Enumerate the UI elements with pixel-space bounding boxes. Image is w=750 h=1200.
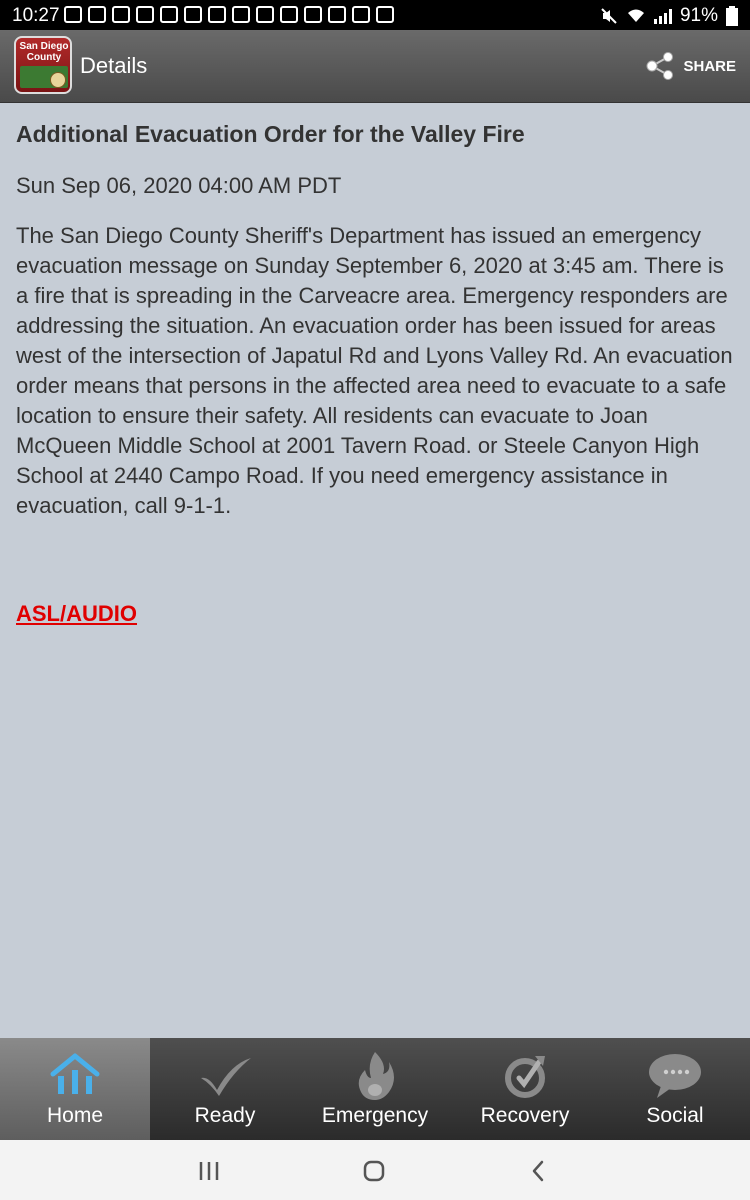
mute-icon [600, 7, 618, 25]
news-notification-icon [256, 6, 274, 23]
tab-ready[interactable] [150, 1038, 300, 1140]
wifi-icon [626, 8, 646, 24]
instagram-notification-icon [88, 6, 106, 23]
instagram-notification-icon [112, 6, 130, 23]
status-bar [0, 0, 750, 30]
logo-text: San Diego County [19, 41, 69, 63]
checkmark-icon [195, 1050, 255, 1100]
instagram-notification-icon [160, 6, 178, 23]
tab-social[interactable] [600, 1038, 750, 1140]
linkedin-notification-icon [64, 6, 82, 23]
share-button[interactable] [645, 48, 736, 84]
tab-label: Ready [194, 1104, 256, 1127]
article-body: The San Diego County Sheriff's Department has issued an emergency evacuation message on Sunday September 6, 2020 at 3:45 am. There is a fire that is spreading in the Carveacre area. Emergency responders are addressing the situation. An evacuation order has been issued for areas west of the intersection of Japatul Rd and Lyons Valley Rd. An evacuation order means that persons in the affected area need to evacuate to a safe location to ensure their safety. All residents can evacuate to Joan McQueen Middle School at 2001 Tavern Road. or Steele Canyon High School at 2440 Campo Road. If you need emergency assistance in evacuation, call 9-1-1. [16, 223, 733, 518]
email-notification-icon [352, 6, 370, 23]
signal-icon [654, 8, 672, 24]
news-notification-icon [208, 6, 226, 23]
twitter-notification-icon [304, 6, 322, 23]
email-notification-icon [328, 6, 346, 23]
news-notification-icon [232, 6, 250, 23]
share-label: SHARE [683, 57, 736, 75]
tab-home[interactable] [0, 1038, 150, 1140]
shopping-notification-icon [376, 6, 394, 23]
status-time: 10:27 [12, 5, 60, 26]
tab-label: Home [46, 1104, 104, 1127]
san-diego-county-logo[interactable] [14, 36, 72, 94]
image-notification-icon [280, 6, 298, 23]
home-icon [45, 1050, 105, 1100]
page-title: Details [80, 53, 148, 78]
back-icon[interactable] [522, 1154, 556, 1188]
article-title: Additional Evacuation Order for the Valley Fire [16, 121, 525, 147]
flame-icon [345, 1050, 405, 1100]
battery-level: 91% [679, 5, 718, 26]
system-status [600, 5, 738, 27]
tab-label: Social [646, 1104, 704, 1127]
tab-emergency[interactable] [300, 1038, 450, 1140]
ebay-notification-icon [184, 6, 202, 23]
system-navigation-bar [0, 1140, 750, 1200]
bottom-tab-bar [0, 1038, 750, 1140]
tab-label: Recovery [480, 1104, 570, 1127]
tab-recovery[interactable] [450, 1038, 600, 1140]
chat-bubble-icon [645, 1050, 705, 1100]
recent-apps-icon[interactable] [192, 1154, 226, 1188]
article-content [16, 118, 734, 627]
tab-label: Emergency [321, 1104, 429, 1127]
share-icon [645, 52, 675, 80]
notification-icons [64, 6, 394, 23]
home-nav-icon[interactable] [357, 1154, 391, 1188]
recovery-icon [495, 1050, 555, 1100]
app-bar [0, 30, 750, 103]
article-date: Sun Sep 06, 2020 04:00 AM PDT [16, 173, 342, 198]
asl-audio-link[interactable]: ASL/AUDIO [16, 601, 137, 626]
county-seal-icon [50, 72, 66, 88]
battery-icon [726, 6, 738, 26]
linkedin-notification-icon [136, 6, 154, 23]
